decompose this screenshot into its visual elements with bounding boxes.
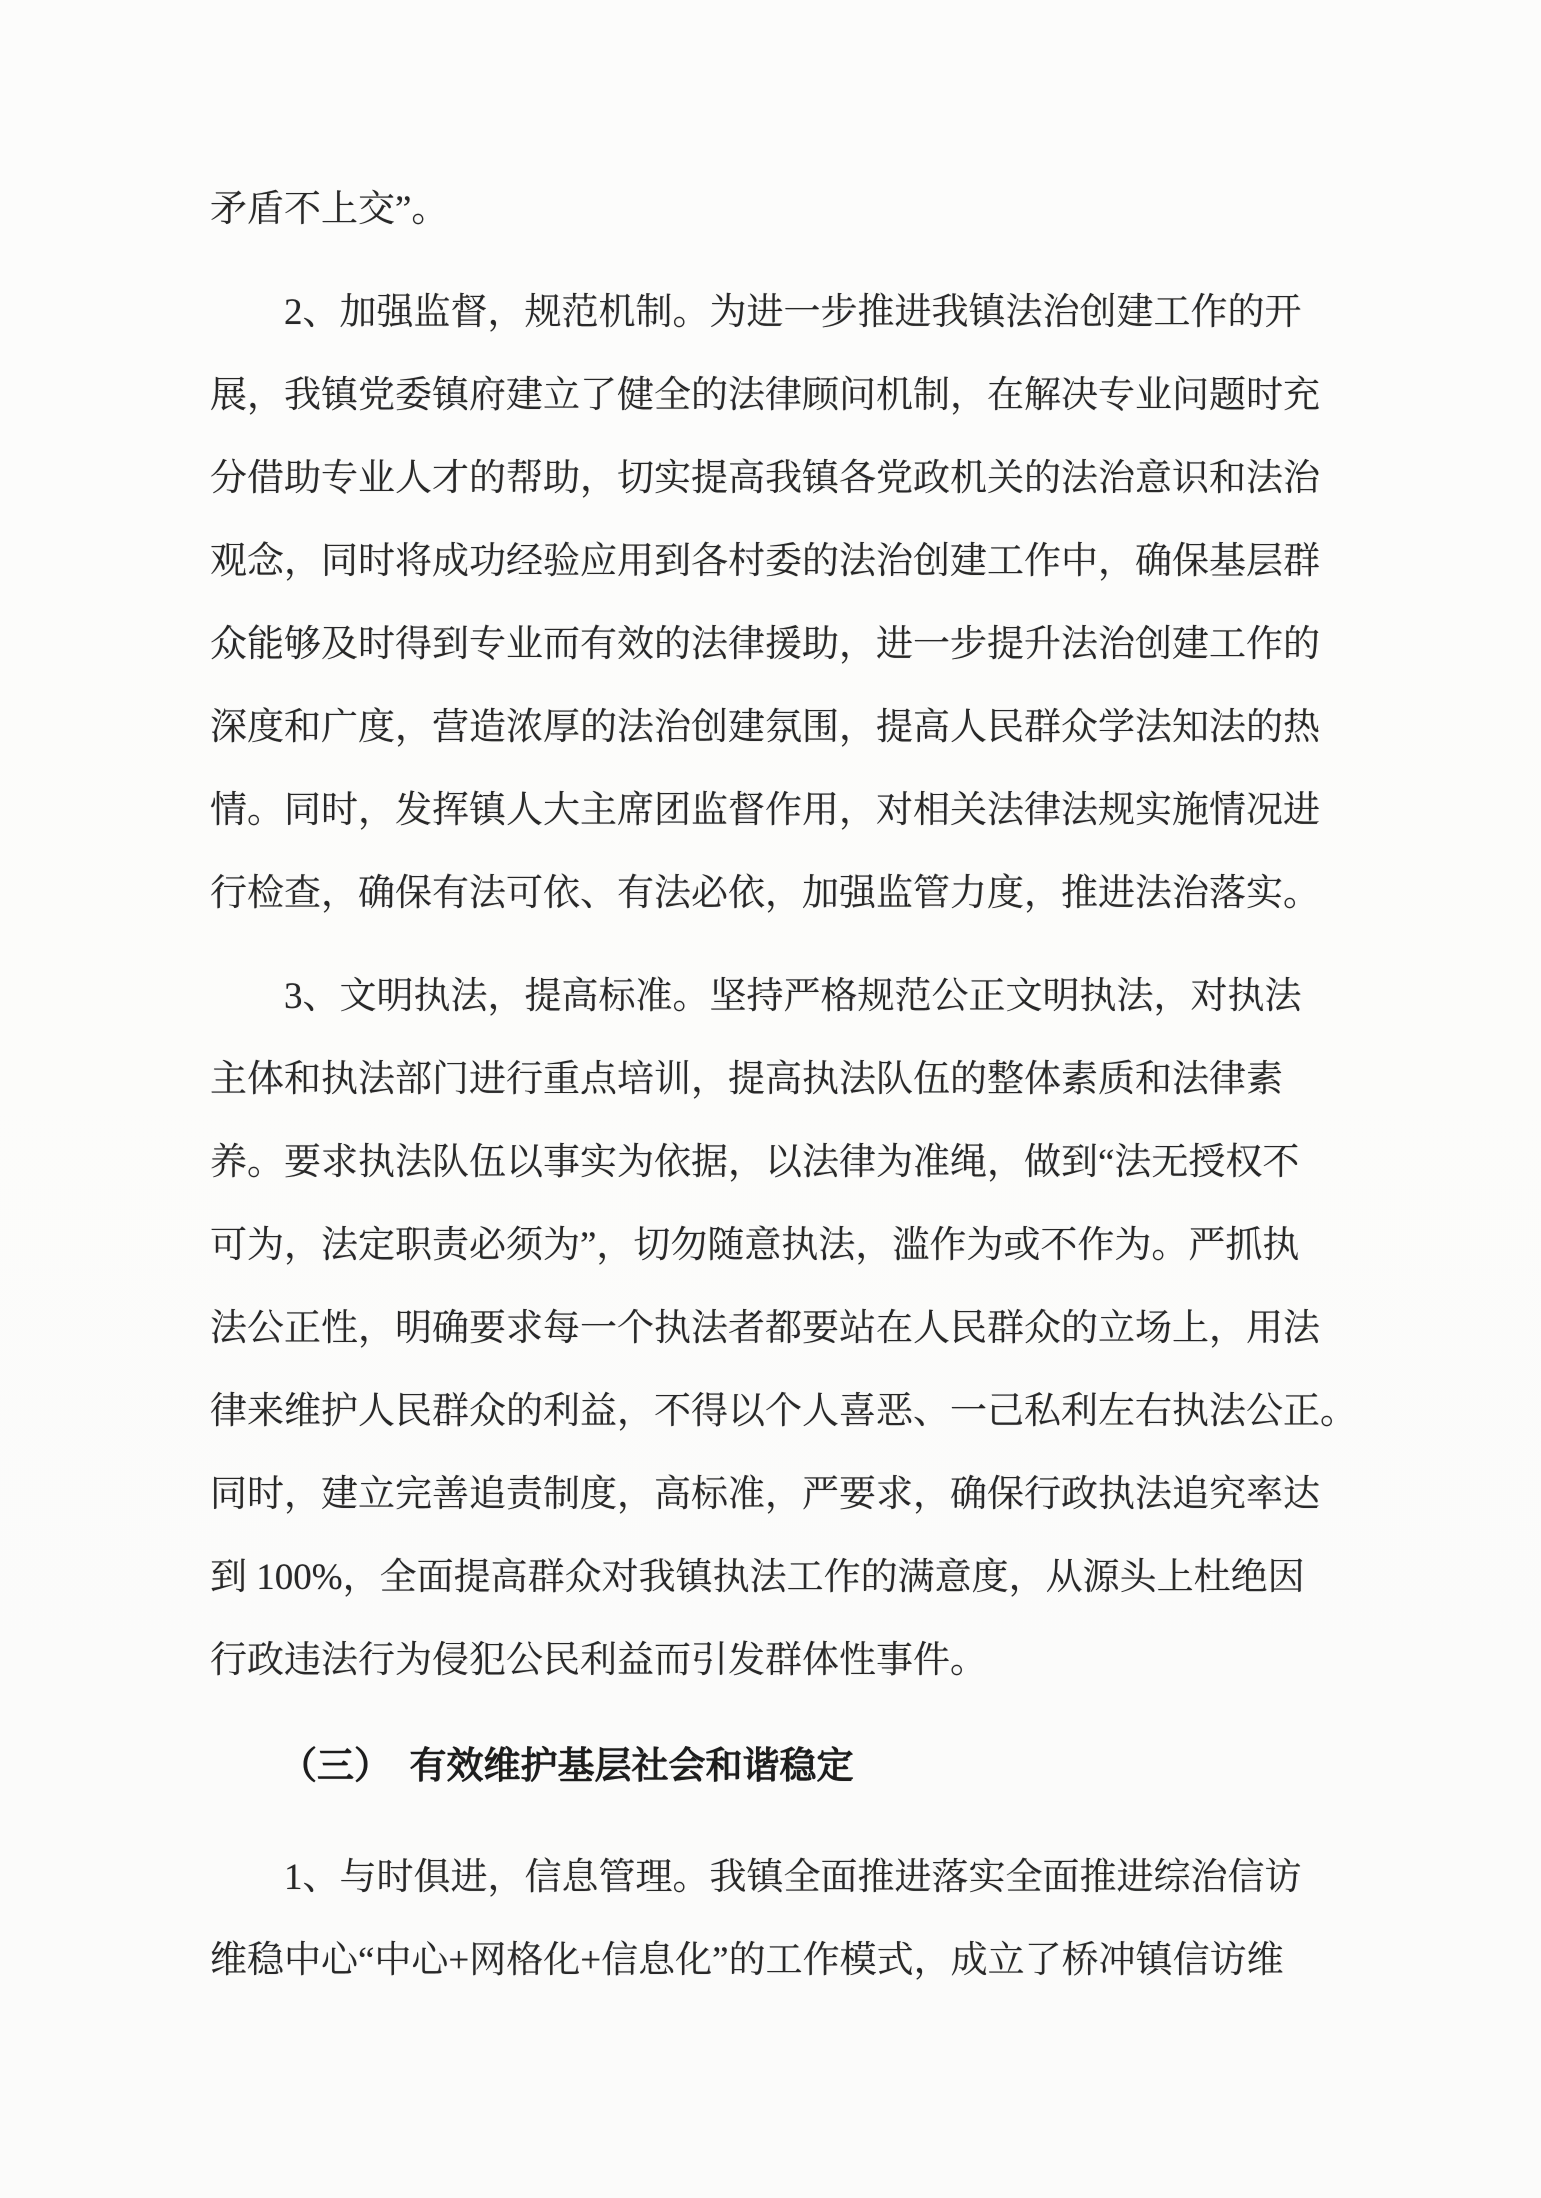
paragraph (210, 955, 1357, 1702)
text-line: 矛盾不上交”。 (210, 189, 449, 230)
text-line: 1、与时俱进，信息管理。我镇全面推进落实全面推进综治信访 (284, 1857, 1302, 1898)
text-line: 行政违法行为侵犯公民利益而引发群体性事件。 (210, 1640, 987, 1681)
text-line: 情。同时，发挥镇人大主席团监督作用，对相关法律法规实施情况进 (210, 790, 1320, 831)
text-line: 律来维护人民群众的利益，不得以个人喜恶、一己私利左右执法公正。 (210, 1391, 1357, 1432)
text-line: 深度和广度，营造浓厚的法治创建氛围，提高人民群众学法知法的热 (210, 707, 1320, 748)
text-line: 可为，法定职责必须为”，切勿随意执法，滥作为或不作为。严抓执 (210, 1225, 1300, 1266)
document-body (210, 168, 1357, 2002)
paragraph (210, 271, 1320, 935)
text-line: 展，我镇党委镇府建立了健全的法律顾问机制，在解决专业问题时充 (210, 375, 1320, 416)
text-line: 养。要求执法队伍以事实为依据，以法律为准绳，做到“法无授权不 (210, 1142, 1300, 1183)
section-heading (210, 1724, 1312, 1807)
text-line: 3、文明执法，提高标准。坚持严格规范公正文明执法，对执法 (284, 976, 1302, 1017)
text-line: 到 100%，全面提高群众对我镇执法工作的满意度，从源头上杜绝因 (210, 1557, 1305, 1598)
text-line: 2、加强监督，规范机制。为进一步推进我镇法治创建工作的开 (284, 292, 1302, 333)
text-line: 同时，建立完善追责制度，高标准，严要求，确保行政执法追究率达 (210, 1474, 1320, 1515)
paragraph (210, 1836, 1312, 2002)
paragraph (210, 168, 1312, 251)
text-line: 维稳中心“中心+网格化+信息化”的工作模式，成立了桥冲镇信访维 (210, 1940, 1284, 1981)
text-line: 法公正性，明确要求每一个执法者都要站在人民群众的立场上，用法 (210, 1308, 1320, 1349)
text-line: 主体和执法部门进行重点培训，提高执法队伍的整体素质和法律素 (210, 1059, 1283, 1100)
heading-line: （三） 有效维护基层社会和谐稳定 (280, 1745, 854, 1786)
text-line: 分借助专业人才的帮助，切实提高我镇各党政机关的法治意识和法治 (210, 458, 1320, 499)
text-line: 行检查，确保有法可依、有法必依，加强监管力度，推进法治落实。 (210, 873, 1320, 914)
text-line: 观念，同时将成功经验应用到各村委的法治创建工作中，确保基层群 (210, 541, 1320, 582)
text-line: 众能够及时得到专业而有效的法律援助，进一步提升法治创建工作的 (210, 624, 1320, 665)
